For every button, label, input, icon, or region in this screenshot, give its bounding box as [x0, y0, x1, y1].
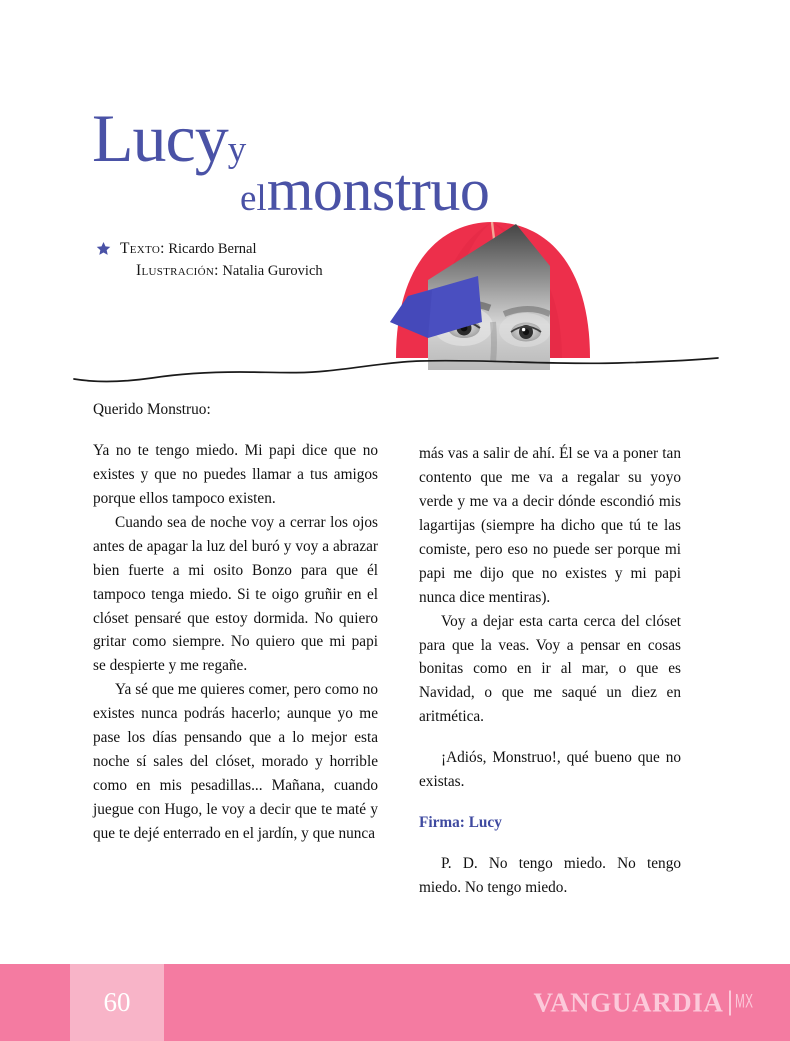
publisher-logo [533, 987, 764, 1018]
star-icon [96, 241, 111, 256]
body-column-two [419, 442, 681, 900]
brand-name: VANGUARDIA [533, 987, 724, 1017]
title-line-two [240, 157, 490, 223]
column2-paragraph-2: Voy a dejar esta carta cerca del clóset para que la veas. Voy a pensar en cosas bonitas como en ir al mar, o que es Navidad, o que me saqué un diez en aritmética. [419, 612, 681, 726]
title-word-el: el [240, 178, 267, 219]
letter-postscript: P. D. No tengo miedo. No tengo miedo. No tengo miedo. [419, 855, 681, 896]
divider-svg [72, 352, 720, 386]
byline-texts [120, 238, 323, 282]
column2-paragraph-1: más vas a salir de ahí. Él se va a poner tan contento que me va a regalar su yoyo verde y me va a decir dónde escondió mis lagartijas (siempre ha dicho que tú te las comiste, pero eso no puede ser porque mi papi me dijo que no existes y mi papi nunca dice mentiras). [419, 445, 681, 606]
hand-drawn-divider [72, 352, 720, 386]
body-column-one [93, 398, 378, 846]
column1-paragraph-3: Ya sé que me quieres comer, pero como no existes nunca podrás hacerlo; aunque yo me pase los días pensando que a lo mejor esta noche sí sales del clóset, morado y horrible como en mis pesadillas... Mañana, cuando juegue con Hugo, le voy a decir que te maté y que te dejé enterrado en el jardín, y que nunca [93, 681, 378, 842]
column1-paragraph-2: Cuando sea de noche voy a cerrar los ojos antes de apagar la luz del buró y voy a abrazar bien fuerte a mi osito Bonzo para que él tampoco tenga miedo. Si te oigo gruñir en el clóset pensaré que estoy dormida. No quiero gritar como siempre. No quiero que mi papi se despierte y me regañe. [93, 513, 378, 675]
title-word-monstruo: monstruo [266, 157, 490, 223]
letter-signature: Firma: Lucy [419, 814, 502, 832]
title-line-one [92, 100, 247, 176]
byline-text-author: Ricardo Bernal [164, 241, 257, 257]
byline-text-label: Texto: [120, 240, 165, 257]
column2-paragraph-3: ¡Adiós, Monstruo!, qué bueno que no existas. [419, 749, 681, 791]
page-footer [0, 964, 790, 1041]
title-word-y: y [227, 129, 247, 170]
byline-illustration-credit [120, 260, 323, 282]
page-number: 60 [103, 987, 131, 1017]
page-number-block [70, 964, 164, 1041]
letter-salutation: Querido Monstruo: [93, 401, 211, 418]
title-word-lucy: Lucy [92, 100, 228, 176]
page-title [92, 100, 712, 234]
byline-text-credit [120, 238, 323, 260]
brand-suffix: MX [734, 991, 753, 1013]
byline-illustration-label: Ilustración: [136, 262, 219, 279]
column1-paragraph-1: Ya no te tengo miedo. Mi papi dice que no existes y que no puedes llamar a tus amigos porque ellos tampoco existen. [93, 441, 378, 507]
brand-divider-bar [729, 990, 731, 1015]
illustration-svg [300, 218, 680, 370]
byline-illustration-author: Natalia Gurovich [218, 263, 323, 279]
illustration-collage [300, 218, 680, 370]
